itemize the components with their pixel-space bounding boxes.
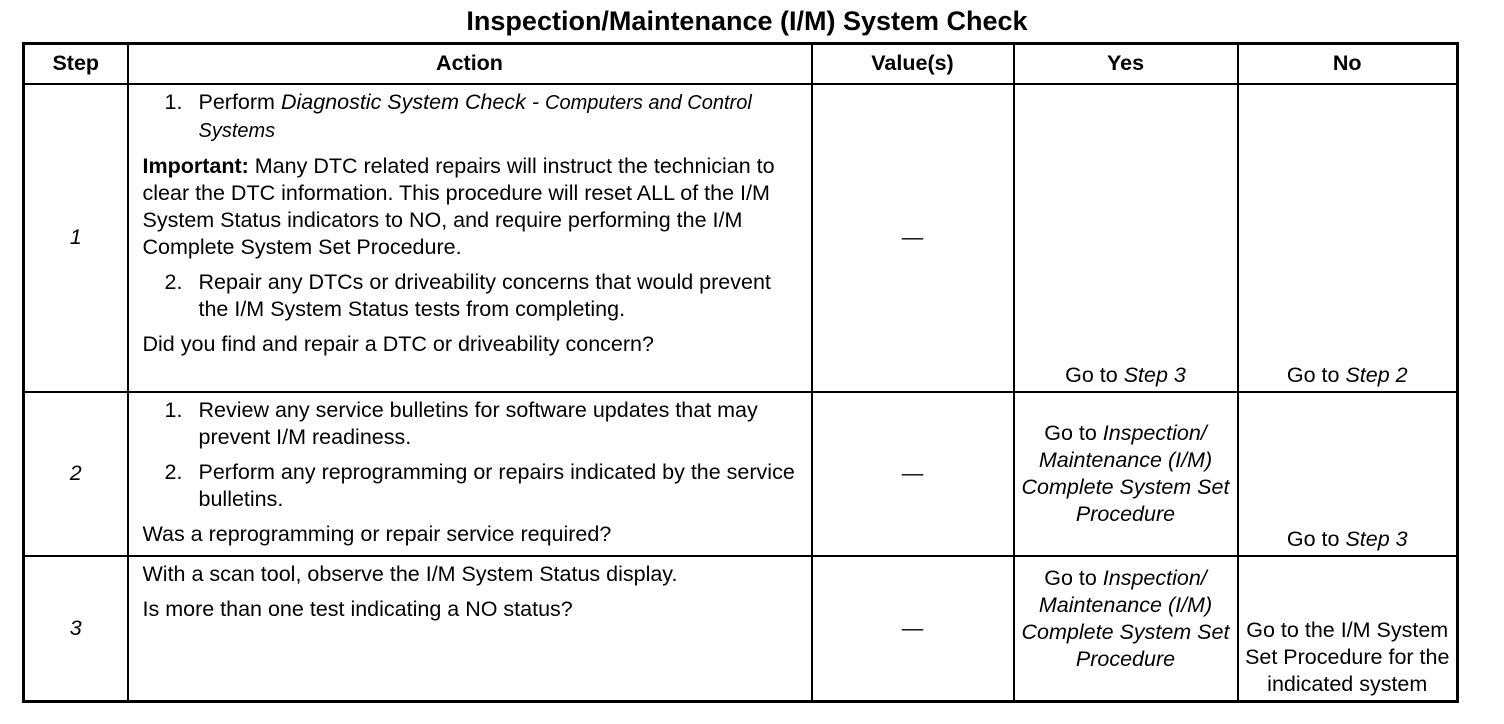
item-text-plain: Perform bbox=[198, 89, 281, 114]
item-number: 2. bbox=[164, 459, 183, 484]
header-values: Value(s) bbox=[812, 44, 1014, 84]
yes-prefix: Go to bbox=[1044, 565, 1103, 590]
action-item bbox=[165, 269, 803, 323]
yes-step-link[interactable]: Step 3 bbox=[1123, 362, 1186, 387]
item-number: 1. bbox=[164, 397, 183, 422]
item-text: Review any service bulletins for software updates that may prevent I/M readiness. bbox=[198, 397, 758, 449]
value-cell: — bbox=[812, 84, 1014, 392]
no-cell bbox=[1238, 392, 1458, 556]
yes-procedure-link[interactable]: Inspection/ Maintenance (I/M) Complete System Set Procedure bbox=[1021, 565, 1230, 671]
item-text: Perform any reprogramming or repairs indicated by the service bulletins. bbox=[198, 459, 795, 511]
item-number: 2. bbox=[164, 269, 183, 294]
no-step-link[interactable]: Step 3 bbox=[1345, 526, 1408, 551]
yes-cell bbox=[1014, 392, 1238, 556]
value-cell: — bbox=[812, 556, 1014, 702]
header-action: Action bbox=[128, 44, 812, 84]
important-text: Many DTC related repairs will instruct the technician to clear the DTC information. This procedure will reset ALL of the I/M System Status indicators to NO, and require performing the I/M Complete System Set Procedure. bbox=[142, 153, 775, 259]
yes-cell bbox=[1014, 84, 1238, 392]
step-number: 3 bbox=[24, 556, 128, 702]
table-row bbox=[24, 84, 1458, 392]
header-yes: Yes bbox=[1014, 44, 1238, 84]
no-cell: Go to the I/M System Set Procedure for the indicated system bbox=[1238, 556, 1458, 702]
yes-procedure-link[interactable]: Inspection/ Maintenance (I/M) Complete System Set Procedure bbox=[1021, 420, 1230, 526]
no-step-link[interactable]: Step 2 bbox=[1345, 362, 1408, 387]
action-text: With a scan tool, observe the I/M System Status display. bbox=[142, 561, 678, 586]
diagnostic-system-check-link[interactable]: Diagnostic System Check - bbox=[280, 89, 545, 114]
header-no: No bbox=[1238, 44, 1458, 84]
system-check-table bbox=[22, 42, 1459, 703]
yes-prefix: Go to bbox=[1065, 362, 1124, 387]
question-text: Did you find and repair a DTC or driveability concern? bbox=[142, 331, 654, 356]
no-cell bbox=[1238, 84, 1458, 392]
computers-control-systems-link[interactable]: Computers and Control Systems bbox=[198, 91, 752, 142]
item-number: 1. bbox=[164, 89, 183, 114]
action-cell bbox=[128, 556, 812, 702]
table-row bbox=[24, 556, 1458, 702]
action-cell bbox=[128, 84, 812, 392]
page-title: Inspection/Maintenance (I/M) System Check bbox=[466, 6, 1028, 36]
important-label: Important: bbox=[142, 153, 249, 178]
question-text: Is more than one test indicating a NO status? bbox=[142, 596, 573, 621]
action-cell bbox=[128, 392, 812, 556]
yes-cell bbox=[1014, 556, 1238, 702]
step-number: 1 bbox=[24, 84, 128, 392]
action-item bbox=[165, 397, 803, 451]
question-text: Was a reprogramming or repair service required? bbox=[142, 521, 612, 546]
yes-prefix: Go to bbox=[1044, 420, 1103, 445]
item-text bbox=[199, 89, 803, 145]
no-prefix: Go to bbox=[1286, 526, 1346, 551]
no-prefix: Go to bbox=[1286, 362, 1346, 387]
action-item bbox=[165, 89, 803, 145]
value-cell: — bbox=[812, 392, 1014, 556]
step-number: 2 bbox=[24, 392, 128, 556]
important-note bbox=[143, 153, 803, 261]
table-row bbox=[24, 392, 1458, 556]
header-step: Step bbox=[24, 44, 128, 84]
table-header-row bbox=[24, 44, 1458, 84]
action-item bbox=[165, 459, 803, 513]
item-text: Repair any DTCs or driveability concerns that would prevent the I/M System Status tests from completing. bbox=[198, 269, 771, 321]
